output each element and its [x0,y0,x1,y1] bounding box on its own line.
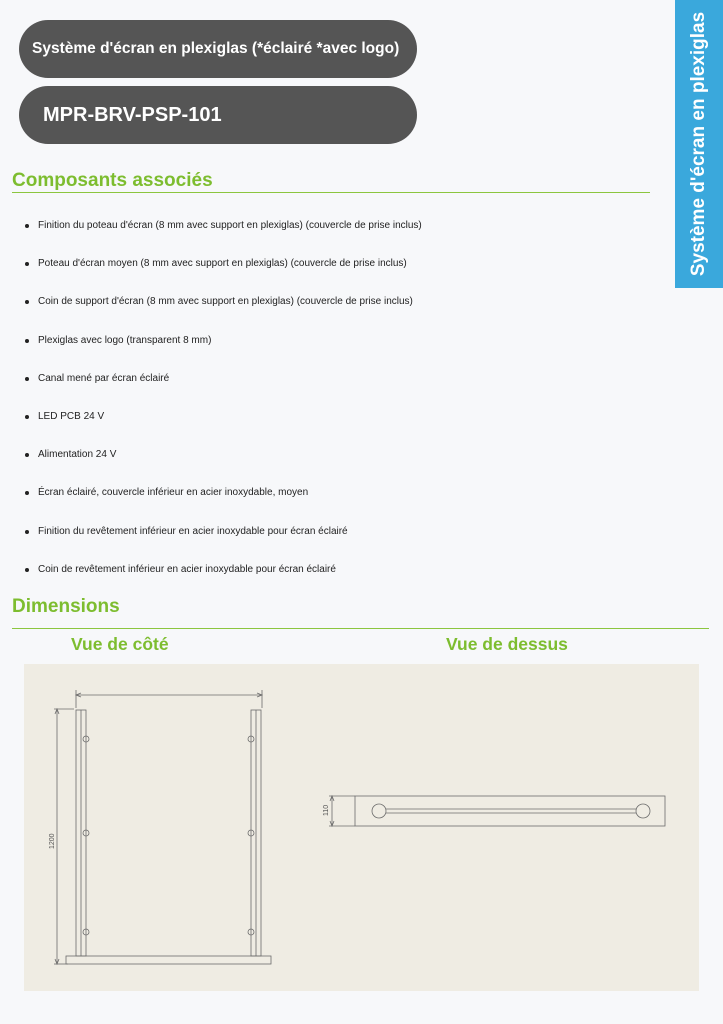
top-view-label: Vue de dessus [446,634,568,654]
dimensions-divider [12,628,709,629]
product-code-pill [19,86,417,144]
list-item: LED PCB 24 V [24,409,422,447]
technical-drawing [24,664,699,991]
dimensions-heading: Dimensions [12,596,120,617]
list-item: Coin de revêtement inférieur en acier inoxydable pour écran éclairé [24,562,422,600]
list-item: Alimentation 24 V [24,447,422,485]
components-list [24,218,422,600]
components-divider [12,192,650,193]
side-view-drawing [54,690,271,964]
list-item: Coin de support d'écran (8 mm avec support en plexiglas) (couvercle de prise inclus) [24,294,422,332]
top-view-drawing [329,796,665,826]
components-heading: Composants associés [12,170,213,191]
technical-drawing-svg [24,664,699,991]
top-depth-dimension: 110 [323,804,330,816]
list-item: Finition du revêtement inférieur en acier inoxydable pour écran éclairé [24,524,422,562]
product-code: MPR-BRV-PSP-101 [43,103,222,126]
side-height-dimension: 1200 [49,833,56,849]
side-category-tab [675,0,723,288]
side-view-label: Vue de côté [71,634,169,654]
list-item: Finition du poteau d'écran (8 mm avec support en plexiglas) (couvercle de prise inclus) [24,218,422,256]
list-item: Écran éclairé, couvercle inférieur en acier inoxydable, moyen [24,485,422,523]
list-item: Poteau d'écran moyen (8 mm avec support en plexiglas) (couvercle de prise inclus) [24,256,422,294]
list-item: Canal mené par écran éclairé [24,371,422,409]
list-item: Plexiglas avec logo (transparent 8 mm) [24,333,422,371]
side-tab-label: Système d'écran en plexiglas [688,11,709,277]
product-title-pill [19,20,417,78]
product-title: Système d'écran en plexiglas (*éclairé *avec logo) [32,40,400,57]
